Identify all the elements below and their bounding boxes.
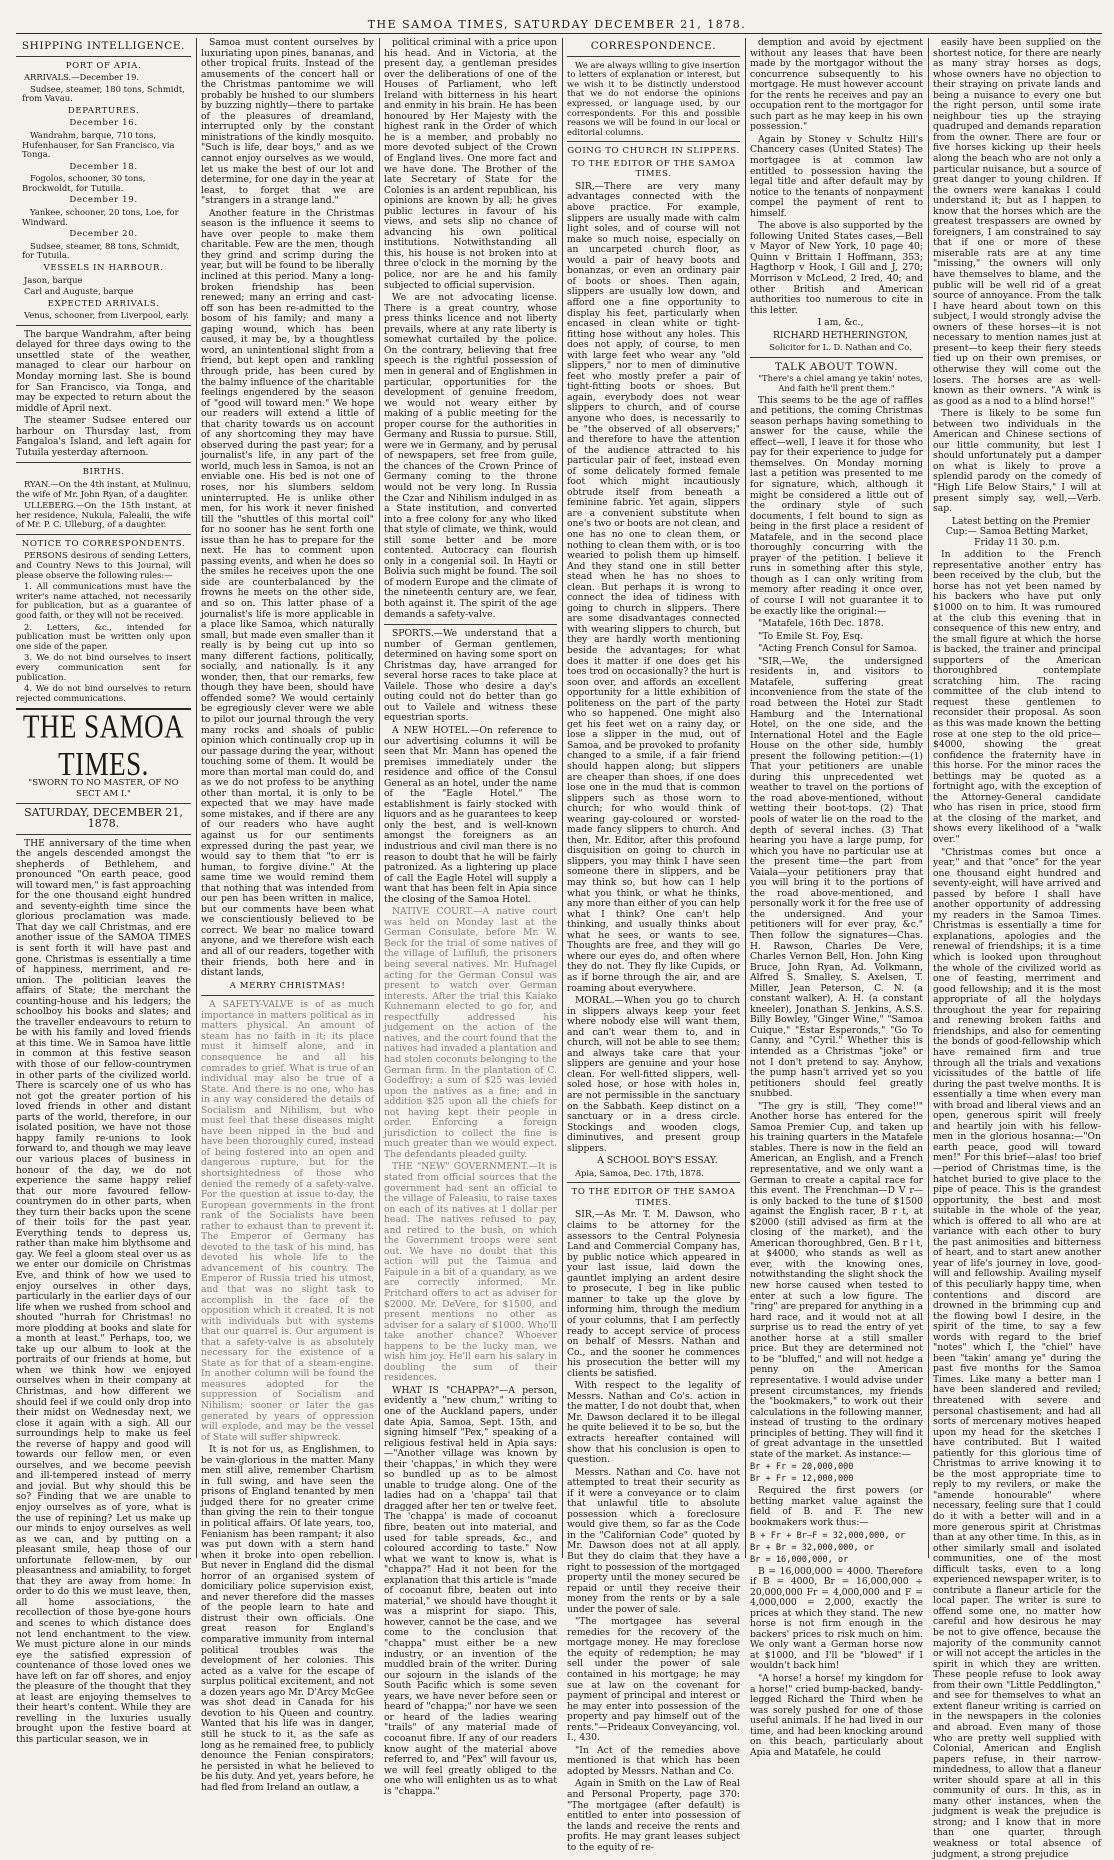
news-item: A NEW HOTEL.—On reference to our advertising columns it will be seen that Mr. Mann has opened the premises immediately under the residence and office of the Consul General as an hotel, under the name of the "Eagle Hotel." The establishment is fairly stocked with liquors and as he guarantees to keep only the best, and is well-known amongst the foreigners as an industrious and civil man there is no reason to doubt that he will be fairly patronized. As a lightering up place of call the Eagle Hotel will supply a want that has been felt in Apia since the closing of the Samoa Hotel. xyxy=(384,725,557,905)
divider xyxy=(16,325,191,326)
divider xyxy=(567,1182,740,1183)
expected-item: Venus, schooner, from Liverpool, early. xyxy=(24,310,189,321)
divider xyxy=(567,141,740,142)
talk-epigraph: "There's a chiel amang ye takin' notes, And faith he'll prent them." xyxy=(758,373,923,394)
nameplate: THE SAMOA TIMES. xyxy=(22,707,185,783)
editorial-paragraph: Another feature in the Christmas season is the influence it seems to have over people to make them charitable. Few are the men, though they grind and scrimp during the year, but will be found to be liberally inclined at this period. Many a long-broken friendship has been renewed; many an erring and cast-off son has been re-admitted to the bosom of his family; and many a gaping wound, which has been caused, it may be, by a thoughtless word, an unintentional slight from a friend, but kept open and rankling through pride, has been cured by the balmy influence of the charitable feelings engendered by the season of "good will toward men." We hope our readers will extend a little of that charity towards us on account of any shortcoming they may have observed during the past year; for a journalist's life, in any part of the world, much less in Samoa, is not an enviable one. His bed is not one of roses, nor his slumbers seldom uninterrupted. He is unlike other men, for his work it never finished till the "shuttles of this mortal coil" for no sooner has he sent forth one issue than he has to prepare for the next. He has to comment upon passing events, and when he does so the smiles he receives upon the one side are counterbalanced by the frowns he meets on the other side, and so on. This latter phase of a journalist's life is more applicable in a place like Samoa, which naturally small, but made even smaller than it really is by being cut up into so many different factions, politically, socially, and nationally. Is it any wonder, then, that our remarks, few though they have been, should have offended some? We would certainly be egregiously clever were we able to pilot our journal through the very many rocks and shoals of public opinion which continually crop up in our passage during the year, without touching some of them. It would be more than mortal man could do, and as we do not profess to be anything other than mortal, it is only to be expected that we may have made some mistakes, and if there are any of our readers who have aught against us for our sentiments expressed during the past year, we would say to them that "to err is human, to forgive divine." At the same time we would remind them that nothing that was intended from our pen has been written in malice, but our comments have been what we conscientiously believed to be correct. We bear no malice toward anyone, and we therefore wish each and all of our readers, together with their friends, both here and in distant lands, xyxy=(201,207,374,979)
petition-line: "Acting French Consul for Samoa. xyxy=(758,643,918,655)
departures-heading: DEPARTURES. xyxy=(67,105,140,116)
notice-rule: 4. We do not bind ourselves to return rejected communications. xyxy=(16,683,191,703)
column-rule xyxy=(745,38,746,1558)
departure-date: December 16. xyxy=(69,118,138,129)
letter-paragraph: demption and avoid by ejectment without any leases that have been made by the mortgagor without the concurrence subsequently to his mortgage. He must however account for the rents he receives and pay an occupation rent to the mortgagor for such part as he may keep in his own possession." xyxy=(750,37,923,133)
correspondence-heading: CORRESPONDENCE. xyxy=(590,40,717,52)
notice-rule: 3. We do not bind ourselves to insert every communication sent for publication. xyxy=(16,652,191,682)
editorial-paragraph: THE anniversary of the time when the angels descended amongst the shepherds of Bethlehem, and pronounced "On earth peace, good will toward men," is fast approaching for the one thousand eight hundred and seventy-eighth time since the glorious proclamation was made. That day we call Christmas, and ere another issue of the SAMOA TIMES is sent forth it will have past and gone. Christmas is essentially a time of happiness, merriment, and re-union. The politician leaves the affairs of State; the merchant the counting-house and his ledgers; the schoolboy his books and slates; and the traveller endeavours to return to be with his family and loved friends at this time. We in Samoa have little in common at this festive season with those of our fellow-countrymen in other parts of the civilized world. There is scarcely one of us who has not got the greater portion of his loved friends in other and distant parts of the world, therefore, in our isolated position, we have not those happy family re-unions to look forward to, and though we may leave our various places of business in honour of the day, we do not experience the same happy relief that our more favoured fellow-countrymen do in other parts, when they turn their backs upon the scene of their toils for the past year. Everything tends to depress us, rather than make him blythsome and gay. We feel a gloom steal over us as we enter our domicile on Christmas Eve, and think of how we used to enjoy ourselves in other days, particularly in the earlier days of our life when we rushed from school and shouted "hurrah for Christmas! no more plodding at books and slate for a month at least." Perhaps, too, we take up our album to look at the portraits of our friends at home, but when we think how we enjoyed ourselves when in their company at Christmas, and how different we should feel if we could only drop into their midst on Wednesday next, we close it again with a sigh. All our surroundings help to make us feel the reverse of happy and good will towards our fellow men, or even ourselves, and we become peevish and ill-tempered instead of merry and jovial. But why should this be so? Finding that we are unable to enjoy ourselves as of yore, what is the use of repining? Let us make up our minds to enjoy ourselves as well as we can, and by putting on a pleasant smile, heap those of our unfortunate fellow-men, by our pleasantness and amiability, to forget that they are away from home. In order to do this we must leave, then, all home associations, the recollection of those bye-gone hours and scenes to which distance does not lend enchantment to the view. We must picture alone in our minds eye the satisfied expression of countenance of those loved ones we have left on far off shores, and enjoy the pleasure of the thought that they at least are enjoying themselves to their heart's content. While they are revelling in the luxuries usually brought upon the festive board at this particular season, we in xyxy=(16,837,191,1746)
letter-closing: I am, &c., xyxy=(817,317,864,329)
editorial-paragraph: We are not advocating license. There is a great country, whose press thinks licence and not liberty prevails, where at any rate liberty is somewhat curtailed by the police. On the contrary, believing that free speech is the rightful possession of men in general and of Englishmen in particular, opportunities for the development of genuine freedom, we would not weary either by making of a public meeting for the proper course for the authorities in Germany and Russia to pursue. Still, were we in Germany, and by perusal of newspapers, set free from guile, the chances of the Crown Prince of Germany coming to the throne would not be very long. In Russia the Czar and Nihilism indulged in as a State institution, and converted into a free colony for any who liked that style of climate, we think, would still some better and be more contented. Autocracy can flourish only in a congenial soil. In Hayti or Bolivia such might be found. The soil of modern Europe and the climate of the nineteenth century are, we fear, both against it. The spirit of the age demands a safety-valve. xyxy=(384,292,557,620)
divider xyxy=(16,834,191,835)
letter-paragraph: SIR,—As Mr. T. M. Dawson, who claims to be attorney for the assessors to the Central Polynesia Land and Commercial Company has, by public notice which appeared in your last issue, laid down the gauntlet implying an ardent desire to prosecute, I beg in like public manner to take up the glove by informing him, through the medium of your columns, that I am perfectly ready to accept service of process on behalf of Messrs. Nathan and Co., and the sooner he commences his prosecution the better will my clients be satisfied. xyxy=(567,1209,740,1379)
departure-date: December 20. xyxy=(69,229,138,240)
departure-date: December 19. xyxy=(69,195,138,206)
departure-item: Sudsee, steamer, 88 tons, Schmidt, for Tutuila. xyxy=(22,240,180,261)
formula-line: Br + Br = 32,000,000, or xyxy=(750,1542,875,1553)
column-rule xyxy=(562,38,563,1558)
talk-paragraph: This seems to be the age of raffles and petitions, the coming Christmas season perhaps having something to answer for the cause, while the effect—well, I leave it for those who pay for their experience to judge for themselves. On Monday morning last a petition was presented to me for signature, which, although it might be considered a little out of the ordinary style of such documents, I felt bound to sign as being in the first place a resident of Matafele, and in the second place thoroughly concurring with the prayer of the petition. I believe it runs in something after this style, though as I can only writing from memory after reading it once over, of course I will not guarantee it to be exactly like the original:— xyxy=(750,394,923,617)
news-item: WHAT IS "CHAPPA?"—A person, evidently a "new chum," writing to one of the Auckland papers, under date Apia, Samoa, Sept. 15th, and signing himself "Pex," speaking of a religious festival held in Apia says:—"Another village was known by their 'chappas,' in which they were so bundled up as to be almost unable to trudge along. One of the ladies had on a 'chappa' tail that dragged after her ten or twelve feet. The 'chappa' is made of cocoanut fibre, beaten out into material, and used for table spreads, &c., and coloured according to taste." Now what we want to know is, what is "chappa?" Had it not been for the explanation that this article is "made of cocoanut fibre, beaten out into material," we should have thought it was a misprint for siapo. This, however, cannot be the case, and we come to the conclusion that "chappa" must either be a new industry, or an invention of the muddled brain of the writer. During our sojourn in the islands of the South Pacific which is some seven years, we have never before seen or heard of "chappa;" nor have we seen or heard of the ladies wearing "trails" of any material made of cocoanut fibre. If any of our readers know aught of the material above referred to, and "Pex" will favour us, we will feel greatly obliged to the one who will enlighten us as to what is "chappa." xyxy=(384,1384,557,1797)
letter-paragraph: The above is also supported by the following United States cases,—Bell v Mayor of New York, 10 page 40; Quinn v Brittain I Hoffmann, 353; Hagthorp v Hook, I Gill and J, 270; Morrison v McLeod, 2 Ired, 40; and other British and American authorities too numerous to cite in this letter. xyxy=(750,220,923,316)
editorial-paragraph: political criminal with a price upon his head. And in Victoria, at the present day, a gentleman presides over the deliberations of one of the Houses of Parliament, who left Ireland with bitterness in his heart and enmity in his brain. He has been honoured by Her Majesty with the highest rank in the Order of which he is a member, and probably no more devoted subject of the Crown of England lives. One more fact and we have done. The Brother of the late Secretary of State for the Colonies is an ardent republican, his opinions are known by all; he gives public lectures in favour of his views, and sets slip no chance of advancing his own political institutions. Notwithstanding all this, his house is not broken into at three o'clock in the morning by the police, nor are he and his family subjected to official supervision. xyxy=(384,37,557,291)
letter-paragraph: "The mortgagee has several remedies for the recovery of the mortgage money. He may foreclose the equity of redemption; he may sell under the power of sale contained in his mortgage; he may sue at law on the covenant for payment of principal and interest or he may enter into possession of the property and pay himself out of the rents."—Prideaux Conveyancing, vol. I., 430. xyxy=(567,1616,740,1744)
divider xyxy=(16,534,191,535)
news-item: THE "NEW" GOVERNMENT.—It is stated from official sources that the government had sent an official to the village of Faleasiu, to raise taxes on each of its natives at 1 dollar per head. The natives refused to pay, and retired to the bush, on which the Government troops were sent out. We have no doubt that this action will put the Taimua and Faipule in a bit of a quandary, as we are correctly informed, Mr. Pritchard offers to act as adviser for $2000. Mr. DeVere, for $1500, and present mentions no other as adviser for a salary of $1000. Who'll take another chance? Whoever happens to be the lucky man, we wish him joy. He'll earn his salary in doubling the sum of their residences. xyxy=(384,1161,557,1384)
talk-paragraph: "SIR,—We, the undersigned residents in, and visitors to Matafele, suffering great inconvenience from the state of the road between the Hotel zur Stadt Hamburg and the International Hotel, on the one side, and the International Hotel and the Eagle House on the other side, humbly present the following petition:—(1) That your petitioners are unable during this unprecedented wet weather to travel on the portions of the road above-mentioned, without wetting their boot-tops. (2) That pools of water lie on the road to the depth of several inches. (3) That hearing you have a large pump, for which you have no particular use at the present time—the part from Vaiala—your petitioners pray that you will bring it to the portions of the road above-mentioned, and personally work it for the free use of the undersigned. And your petitioners will for ever pray, &c." Then follow the signatures—Chas. H. Rawson, Charles De Vere, Charles Vernon Bell, Hon. John King Bruce, John Ryan, Ad. Volkmann, Alfred S. Smalley, S. Axelsen, T. Miller, Jean Peterson, C. N. (a constant walker), A. H. (a constant kneeler), Jonathan S. Jenkins, A.S.S. Billy Bowley, "Ginger Wine," "Samoa Cuique," "Estar Esperonds," "Go To Canny, and "Cyril." Whether this is intended as a Christmas "joke" or not I don't pretend to say. Anyhow, the pump hasn't arrived yet so you petitioners should feel greatly snubbed. xyxy=(750,655,923,1100)
departure-item: Yankee, schooner, 20 tons, Loe, for Windward. xyxy=(22,207,179,227)
talk-heading: TALK ABOUT TOWN. xyxy=(774,360,899,373)
departure-item: Wandrahm, barque, 710 tons, Hufenhauser, for San Francisco, via Tonga. xyxy=(22,129,175,160)
talk-paragraph: "Christmas comes but once a year," and that "once" for the year one thousand eight hundred and seventy-eight, will have arrived and passed by before I shall have another opportunity of addressing my readers in the Samoa Times. Christmas is essentially a time for explanations, apologies and the renewal of friendships; it is a time which is looked upon throughout the whole of the civilized world as one of feasting, merriment and good fellowship; and it is the most appropriate of all the holydays throughout the year for repairing and renewing broken faiths and friendships, and also for cementing the bonds of good-fellowship which have remained firm and true through all the trials and vexations vicissitudes of the battle of life during the past twelve months. It is essentially a time when every man with broad and liberal views and an open, generous spirit will freely and heartily join with his fellow-men in the glorious hosanna:—"On earth peace, good will toward men!" For this brief—alas! too brief—period of Christmas time, is the hatchet buried to give place to the pipe of peace. This is the grandest opportunity, the best and most suitable in the whole of the year, which is offered to all who are at variance with each other to bury the past animosities and bitterness of heart, and to start anew another year of life's journey in love, good-will and fellowship. Availing myself of this peculiarly happy time, when contentions and discord are drowned in the brimming cup and the flowing bowl I desire, in the spirit of the time, to say a few words with regard to the brief "notes" which I, the "chiel" have been "takin' amang ye" during the past five months for the Samoa Times. Like many a better man I have been slandered and reviled; threatened with severe and personal chastisement; and had all sorts of mercenary motives heaped upon my head for the sketches I have contributed. But I waited patiently for this glorious time of Christmas to arrive knowing it to be the most appropriate time to reply to my revilers, or make the "amende honourable" where necessary, feeling sure that I could do it with a better will and in a more generous spirit at Christmas than at any other time. In this, as in other similarly small and isolated communities, one of the most difficult tasks, even to a long experienced newspaper writer, is to contribute a flaneur article for the local paper. The writer is sure to offend some one, no matter how careful and how desirous he may be not to give offence, because the majority of the community cannot or will not accept the articles in the spirit in which they are written. These people refuse to look away from their own "Little Peddlington," and see for themselves to what an extent flaneur writing is carried on in the newspapers in the colonies and abroad. Even many of those who are pretty well supplied with Colonial, American and English papers refuse, in their narrow-mindedness, to allow that a flaneur writer should spare at all in this community of ours. In this, as in many other instances, when the judgment is weak the prejudice is strong; and I know that in more than one quarter, through weakness or total absence of judgment, a strong prejudice xyxy=(933,846,1101,1860)
letter-paragraph: Again in Smith on the Law of Real and Personal Property, page 370: "The mortgagee (after default) is entitled to enter into possession of the lands and receive the rents and profits. He may grant leases subject to the equity of re- xyxy=(567,1778,740,1853)
editorial-paragraph: It is not for us, as Englishmen, to be vain-glorious in the matter. Many men still alive, remember Chartism in full swing, and have seen the prisons of England tenanted by men judged there for no greater crime than giving the rein to their tongue in political affairs. Of late years, too, Fenianism has been rampant; it also was put down with a stern hand when it broke into open rebellion. But never in England did the dismal horror of an organised system of domiciliary police supervision exist, and never therefore did the masses of the people learn to hate and distrust their own officials. One great reason for England's comparative immunity from internal political troubles was the development of her colonies. This acted as a valve for the escape of surplus political excitement, and not a dozen years ago Mr. D'Arcy McGee was shot dead in Canada for his devotion to his Queen and country. Wanted that his life was in danger, still he stuck to it, as the safe as long as he remained free, to publicly denounce the Fenian conspirators; he persisted in what he believed to be his duty. And yet, years before, he had fled from Ireland an outlaw, a xyxy=(201,1444,374,1793)
petition-line: "Matafele, 16th Dec. 1878. xyxy=(758,618,884,630)
arrival-item: Sudsee, steamer, 180 tons, Schmidt, from Vavau. xyxy=(22,83,185,104)
column-rule xyxy=(196,38,197,1558)
column-rule xyxy=(928,38,929,1558)
editorial-paragraph: Samoa must content ourselves by luxuriating upon pines, bananas, and other tropical fruits. Instead of the amusements of the concert hall or the Christmas pantomime we will probably be hushed to our slumbers by buzzing nightly—there to partake of the pleasures of dreamland, interrupted only by the constant ministrations of the kindly mosquito. "Such is life, dear boys," and as we cannot enjoy ourselves as we would, let us make the best of our lot and determine, for one day in the year at least, to forget that we are "strangers in a strange land." xyxy=(201,37,374,207)
divider xyxy=(750,357,923,358)
column-rule xyxy=(379,38,380,1558)
editorial-paragraph: A SAFETY-VALVE is of as much importance in matters political as in matters physical. An amount of steam has no faith in it; its place must it himself alone, and in consequence he and all his comrades to grief. What is true of an individual may also be true of a State. And there is no one, who has in any way considered the details of Socialism and Nihilism, but who must feel that these diseases might have been nipped in the bud and have been thoroughly cured, instead of being fostered into an open and dangerous rupture, but for the shortsightedness of those who denied the remedy of a safety-valve. For the question at issue to-day, the European governments in the front rank of the Socialists have been rather to exhaust than to prevent it. The Emperor of Germany has devoted to the task of his mind, has devoted his whole life to the advancement of his country. The Emperor of Russia tried his utmost, and that was no slight task to accomplish in the face of the opposition which it created. It is not with individuals but with systems that our quarrel is. Our argument is that a safety-valve is as absolutely necessary for the existence of a State as for that of a steam-engine. In another column will be found the measures adopted for the suppression of Socialism and Nihilism; sooner or later the gas generated by years of oppression will explode, and may be the vessel of State will suffer shipwreck. xyxy=(201,999,374,1443)
formula-line: Br = 16,000,000, or xyxy=(750,1554,849,1565)
divider xyxy=(16,56,191,57)
letter-paragraph: "In Act of the remedies above mentioned is that which has been adopted by Messrs. Nathan and Co. xyxy=(567,1744,740,1777)
birth-notice: RYAN.—On the 4th instant, at Mulinuu, the wife of Mr. John Ryan, of a daughter. xyxy=(16,478,191,499)
notice-intro: PERSONS desirous of sending Letters, and Country News to this Journal, will please observe the following rules:— xyxy=(16,550,191,580)
column-1 xyxy=(16,38,191,1746)
vessels-heading: VESSELS IN HARBOUR. xyxy=(43,262,164,273)
letter-heading: GOING TO CHURCH IN SLIPPERS. xyxy=(567,146,740,157)
notice-heading: NOTICE TO CORRESPONDENTS. xyxy=(21,538,186,549)
talk-paragraph: B = 16,000,000 = 4000. Therefore if B = 4000, Br = 16,000,000 ÷ 20,000,000 Fr = 4,000,000 and F = 4,000,000 = 2,000, exactly the prices at which they stand. The new horse is not firm enough in the backers' prices to risk much on him. We only want a German horse now at $1000, and I'll be "blowed" if I wouldn't back him! xyxy=(750,1565,923,1672)
column-5 xyxy=(750,37,923,1758)
letter-paragraph: With respect to the legality of Messrs. Nathan and Co's. action in the matter, I do not doubt that, when Mr. Dawson declared it to be illegal he quite believed it to be so, but the extracts hereafter contained will show that his conclusion is open to question. xyxy=(567,1380,740,1466)
letter-paragraph: SIR,—There are very many advantages connected with the above practice. For example, slippers are usually made with calm light soles, and of course will not make so much noise, especially on an uncarpeted church floor, as would a pair of heavy boots and bonanzas, or even an ordinary pair of boots or shoes. Then again, slippers are usually low down, and afford one a fine opportunity to display his feet, particularly when encased in clean white or tight-fitting hose without any holes. This does not apply, of course, to men with large feet who wear any "old slippers," nor to men of diminutive feet who mostly prefer a pair of tight-fitting boots or shoes. But again, everybody does not wear slippers to church, and of course anyone who does, is necessarily to be "the observed of all observers;" and therefore to have the attention of the audience attracted to his particular pair of feet, instead even of some delicately formed female foot which might incautiously obtrude itself from beneath a feminine fabric. Yet again, slippers are a convenient substitute when one's two or boots are not clean, and one has no one to clean them, or nothing to clean them with, or is too wearied to polish them up himself. And they stand one in still better stead when he has no shoes to clean. But perhaps it is wrong to connect the idea of tidiness with going to church in slippers. There are some disadvantages connected with wearing slippers to church, but they are hardly worth mentioning beside the advantages; for what does it matter if one does get his toes trod on occasionally? the hurt is soon over, and affords an excellent opportunity for a little exhibition of politeness on the part of the party who so happened. One might also get his feet wet on a rainy day, or lose a slipper in the mud, out of Samoa, and be provoked to profanity changed to a smile, if a fair friend should happen along; but slippers are cheaper than shoes, if one does lose one in the mud that is common slippers such as those worn to church; for who would think of wearing gay-coloured or worsted-made fancy slippers to church. And then, Mr. Editor, after this profound disquisition on going to church in slippers, you may think I have seen someone there in slippers, and be may think so, but how can I help what you think, or what he thinks, any more than either of you can help what I think? One can't help thinking, and usually thinks about what he sees, or wants to see. Thoughts are free, and they will go where our eyes do, and often where they do not. They fly like Cupids, or as if borne through the air, and are roaming about everywhere. xyxy=(567,180,740,994)
letter-address: TO THE EDITOR OF THE SAMOA TIMES. xyxy=(571,158,736,180)
birth-notice: ULLEBERG.—On the 15th instant, at her residence, Nukula, Falealii, the wife of Mr. P. C. Ulleburg, of a daughter. xyxy=(16,500,191,530)
petition-line: "To Emile St. Foy, Esq. xyxy=(758,630,864,642)
letter-address: TO THE EDITOR OF THE SAMOA TIMES. xyxy=(571,1187,736,1208)
top-rule xyxy=(16,33,1102,34)
formula-line: Br + Fr = 12,000,000 xyxy=(750,1474,854,1485)
talk-paragraph: Required the first powers (or betting market value against the field of B. and F. The new bookmakers work thus:— xyxy=(750,1485,923,1528)
letter-paragraph: Messrs. Nathan and Co. have not attempted to treat their security as if it were a conveyance or to claim that unlawful title to absolute possession which a foreclosure would give them, so far as the Code in the "Californian Code" quoted by Mr. Dawson does not at all apply. But they do claim that they have a right to possession of the mortgaged property until the money secured be repaid or until they receive their money from the rents or by a sale under the power of sale. xyxy=(567,1466,740,1615)
column-2 xyxy=(201,37,374,1793)
column-3 xyxy=(384,37,557,1797)
divider xyxy=(16,803,191,804)
talk-paragraph: In addition to the French representative another entry has been received by the club, but the horse has not yet been named by his backers who have put only $1000 on to him. It was rumoured at the club this evening that in consequence of this new entry, and the small figure at which the horse is backed, the trainer and principal supporters of the American thoroughbred contemplate scratching him. The racing committee of the club intend to request these gentlemen to reconsider their proposal. As soon as this was made known the betting rose at one step to the old price—$4000, showing the great confidence the fraternity have in this horse. For the minor races the bettings may be quoted as a fortnight ago, with the exception of the Attorney-General candidate who has risen in price, stood firm at the closing of the market, and shows every likelihood of a "walk over." xyxy=(933,549,1101,846)
port-heading: PORT OF APIA. xyxy=(65,60,142,71)
vessel-item: Carl and Auguste, barque xyxy=(24,286,134,297)
births-heading: BIRTHS. xyxy=(82,467,125,478)
divider xyxy=(16,462,191,463)
merry-christmas: A MERRY CHRISTMAS! xyxy=(229,980,346,991)
letter-paragraph: Again by Stoney v Schultz Hill's Chancery cases (United States) The mortgagee is at common law entitled to possession having the legal title and after default may by notice to the tenants of nonpayment compel the payment of rent to himself. xyxy=(750,133,923,219)
notice-rule: 2. Letters, &c., intended for publication must be written only upon one side of the paper. xyxy=(16,621,191,651)
column-4 xyxy=(567,38,740,1853)
departure-item: Fogolos, schooner, 30 tons, Brockwoldt, for Tutuila. xyxy=(22,173,146,193)
news-item: NATIVE COURT.—A native court was held on Monday last at the German Consulate, before Mr. W. Beck for the trial of some natives of the village of Lufilufi, the prisoners being several natives. Mr. Hufnagel acting for the German Consul was present to watch over German interests. After the trial this Kaiako Kuhnemann elected to go for, and respectfully addressed his judgement on the action of the natives, and the court found that the natives had invaded a plantation and had stolen coconuts belonging to the German firm. In the plantation of C. Godeffroy; a sum of $25 was levied upon the natives as a fine; and in addition $25 upon all the chiefs for not having kept their people in order. Enforcing a foreign jurisdiction to collect the fine is much greater than we would expect. The defendants pleaded guilty. xyxy=(384,906,557,1160)
letter-paragraph: MORAL.—When you go to church in slippers always keep your feet where nobody else will want them, and can't wear them to, and in church, will not be able to see them; and always take care that your slippers are genuine and your hose clean. For well-fitted slippers, well-soled hose, or hose with holes in, are not permissible in the sanctuary on the Sabbath. Keep distinct on a sanctuary or in a dress circle. Stockings and wooden clogs, diminutives, and present group slippers. xyxy=(567,995,740,1154)
betting-heading: Latest betting on the Premier Cup:— Samoa Betting Market, Friday 11 30. p.m. xyxy=(945,515,1091,548)
news-item: SPORTS.—We understand that a number of German gentlemen, determined on having some sport on Christmas day, have arranged for several horse races to take place at Vailele. Those who desire a day's outing could not do better than go out to Vailele and witness these equestrian sports. xyxy=(384,628,557,724)
column-6 xyxy=(933,37,1101,1860)
motto: "SWORN TO NO MASTER, OF NO SECT AM I." xyxy=(28,778,179,799)
talk-paragraph: "The gry is still, 'They come!'" Another horse has entered for the Samoa Premier Cup, and taken up his training quarters in the Matafele stables. There is now in the field an American, an English, and a French representative, and we only want a German to create a capital race for this event. The Frenchman—D V r—is only backed to the tune of $1500 against the English racer, B r t, at $2000 (still advised as firm at the closing of the market), and the American thoroughbred, Gen. B r l t, at $4000, who stands as well as ever, with the knowing ones, notwithstanding the slight shock the new horse caused when tested to enter at such a low figure. The "ring" are prepared for anything in a hard race, and it would not at all surprise us to read the entry of yet another horse at a still smaller price. But they are determined not to be "bluffed," and will not hedge a penny on the American representative. I would advise under present circumstances, my friends the "bookmakers," to work out their calculations in the following manner, instead of trusting to the ordinary principles of betting. They will find it of great advantage in the unsettled state of the market. As instance:— xyxy=(750,1100,923,1460)
talk-paragraph: easily have been supplied on the shortest notice, for there are nearly as many stray horses as dogs, whose owners have no objection to their straying on private lands and being a nuisance to every one but the right person, until some irate neighbour ties up the straying quadruped and demands reparation from the owner. There are four or five horses kicking up their heels along the beach who are not only a particular nuisance, but a source of great danger to young children. If the owners were kanakas I could understand it; but as I happen to know that the horses which are the greatest trespassers are owned by foreigners, I am constrained to say that if one or more of these miserable rats are at any time "missing," the owners will only have themselves to blame, and the public will be well rid of a great source of annoyance. From the talk I have heard about town on this subject, I would strongly advise the owners of these horses—it is not necessary to mention names just at present—to keep their fiery steeds tied up on their own premises, or otherwise they will come out the losers. The horses are as well-known as their owners. "A wink is as good as a nod to a blind horse!" xyxy=(933,37,1101,407)
talk-paragraph: There is likely to be some fun between two individuals in the American and Chinese sections of our little community, but lest I should unfortunately put a damper on what is likely to prove a splendid parody on the comedy of "High Life Below Stairs," I will at present simply say, well,—Verb. sap. xyxy=(933,408,1101,515)
vessel-item: Jason, barque xyxy=(24,274,83,285)
formula-line: Br + Fr = 20,000,000 xyxy=(750,1462,854,1473)
formula-line: B + Fr + Br—F = 32,000,000, or xyxy=(750,1530,906,1541)
arrivals-heading: ARRIVALS.—December 19. xyxy=(24,72,140,83)
running-head: THE SAMOA TIMES, SATURDAY DECEMBER 21, 1878. xyxy=(367,18,747,31)
letter-signature: A SCHOOL BOY'S ESSAY. xyxy=(597,1155,718,1167)
expected-heading: EXPECTED ARRIVALS. xyxy=(47,298,160,309)
talk-paragraph: "A horse! a horse! my kingdom for a horse!" cried bump-backed, bandy-legged Richard the Third when he was sorely pushed for one of those useful animals. If he had lived in our time, and had been knocking around on this beach, particularly about Apia and Matafele, he could xyxy=(750,1672,923,1758)
letter-place: Apia, Samoa, Dec. 17th, 1878. xyxy=(575,1167,704,1178)
divider xyxy=(384,624,557,625)
divider xyxy=(201,995,374,996)
divider xyxy=(567,56,740,57)
shipping-paragraph: The barque Wandrahm, after being delayed for three days owing to the unsettled state of the weather, managed to clear our harbour on Monday morning last. She is bound for San Francisco, via Tonga, and may be expected to return about the middle of April next. xyxy=(16,328,191,414)
letter-signature: RICHARD HETHERINGTON, xyxy=(773,329,908,341)
shipping-paragraph: The steamer Sudsee entered our harbour on Thursday last, from Fangaloa's Island, and left again for Tutuila yesterday afternoon. xyxy=(16,415,191,458)
issue-date: SATURDAY, DECEMBER 21, 1878. xyxy=(24,806,183,830)
shipping-heading: SHIPPING INTELLIGENCE. xyxy=(21,40,186,52)
notice-rule: 1. All communications must have the writer's name attached, not necessarily for publication, but as a guarantee of good faith, or they will not be received. xyxy=(16,581,191,621)
letter-signature-role: Solicitor for L. D. Nathan and Co. xyxy=(769,342,912,353)
departure-date: December 18. xyxy=(69,161,138,172)
correspondence-note: We are always willing to give insertion to letters of explanation or interest, but we wish it to be distinctly understood that we do not endorse the opinions expressed, or language used, by our correspondents. For this and possible reasons we will be found in our local or editorial columns. xyxy=(567,59,740,137)
